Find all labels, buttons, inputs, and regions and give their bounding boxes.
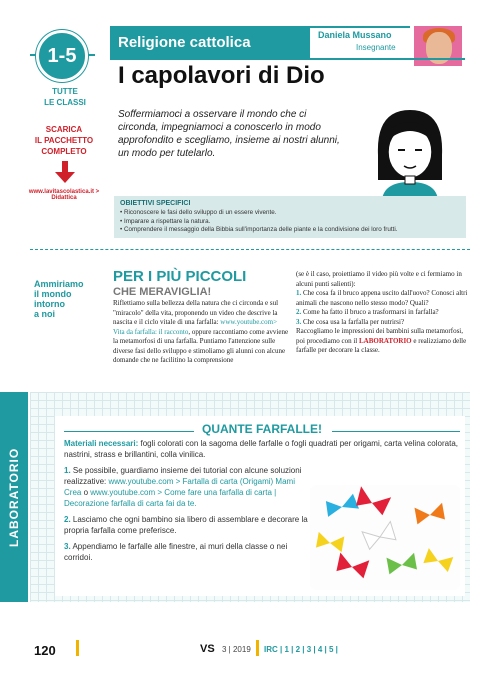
author-name: Daniela Mussano [318,30,392,40]
butterfly-icon [316,532,344,552]
question-text: Che cosa fa il bruco appena uscito dall'uovo? Conosci altri animali che nascono nello stesso modo? Quali? [296,289,468,307]
all-classes-line-1: TUTTE [52,87,78,96]
step-text: Appendiamo le farfalle alle finestre, ai muri della classe o nei corridoi. [64,542,288,562]
girl-illustration [360,100,460,200]
author-photo [412,24,464,68]
question-number: 3. [296,317,302,326]
col2-text-b: Raccogliamo le impressioni dei bambini sulla metamorfosi, poi procediamo con il [296,327,463,345]
col2-text-c: e realizziamo delle farfalle per decorare la classe. [296,336,467,354]
side-label-line: Ammiriamo [34,279,84,289]
side-label-line: intorno [34,299,65,309]
all-classes-label [30,86,100,108]
lab-tab-label: LABORATORIO [7,447,21,547]
page-number: 120 [34,643,56,658]
lab-step [64,465,309,509]
lab-title-rule [332,431,460,432]
col1-text-a: Riflettiamo sulla bellezza della natura che ci circonda e sul "miracolo" della vita, proponendo un video che descrive la nascita e il ciclo vitale di una farfalla: [113,299,279,326]
step-number: 3. [64,542,71,551]
col1-text-b: , oppure raccontiamo come avviene la metamorfosi di una farfalla. Puntiamo l'attenzione sulle diverse fasi dello sviluppo e stimoliamo gli alunni con alcune domande che ne facilitino la comprensione [113,327,289,364]
intro-text: Soffermiamoci a osservare il mondo che ci circonda, impegniamoci a conoscerlo in modo approfondito e scegliamo, insieme ai nostri alunni, un modo per tutelarlo. [118,109,340,159]
tutorial-link-2[interactable]: www.youtube.com > Come fare una farfalla di carta | Decorazione farfalla di carta fai da te. [64,488,277,508]
download-line-3: COMPLETO [41,147,87,156]
objective-item: • Comprendere il messaggio della Bibbia sull'importanza delle piante e la condivisione dei loro frutti. [120,226,398,233]
section-column-2 [296,270,471,356]
download-package-link[interactable] [24,124,104,157]
butterfly-icon [335,552,369,578]
side-label-line: a noi [34,309,56,319]
author-role: Insegnante [356,43,396,52]
butterfly-icon [324,493,359,517]
step-number: 2. [64,515,71,524]
side-label-line: il mondo [34,289,72,299]
footer-bar [76,640,79,656]
issue-number: 3 | 2019 [222,645,251,654]
question-text: Che cosa usa la farfalla per nutrirsi? [301,317,405,326]
section-heading: PER I PIÙ PICCOLI [113,268,247,285]
subject-title: Religione cattolica [118,34,251,51]
website-link[interactable]: www.lavitascolastica.it > Didattica [28,189,100,201]
section-column-1 [113,299,290,366]
butterfly-icon [386,553,417,575]
butterfly-icon [362,522,397,550]
butterflies-photo [310,485,460,590]
all-classes-line-2: LE CLASSI [44,98,86,107]
step-text: o [81,488,91,497]
question-number: 1. [296,289,302,297]
footer-classes: IRC | 1 | 2 | 3 | 4 | 5 | [264,645,338,654]
col2-text-a: (se è il caso, proiettiamo il video più volte e ci fermiamo in alcuni punti salienti): [296,270,462,288]
lab-materials [64,438,464,460]
butterfly-icon [423,548,453,572]
question-number: 2. [296,308,302,316]
section-divider [30,249,470,250]
question-text: Come ha fatto il bruco a trasformarsi in farfalla? [301,308,439,316]
tutorial-link-1[interactable]: www.youtube.com > Fartalla di carta (Origami) Mami Crea [64,477,295,497]
step-text: Lasciamo che ogni bambino sia libero di assemblare e decorare la propria farfalla come preferisce. [64,515,308,535]
magazine-logo: VS [200,643,215,655]
objectives-title: OBIETTIVI SPECIFICI [120,200,191,207]
download-line-1: SCARICA [45,125,83,134]
lab-title: QUANTE FARFALLE! [202,422,322,436]
materials-label: Materiali necessari: [64,439,139,448]
lab-steps [64,465,309,568]
butterfly-icon [354,486,391,516]
download-line-2: IL PACCHETTO [34,136,94,145]
page-title: I capolavori di Dio [118,62,325,89]
download-arrow-icon[interactable] [52,160,78,186]
butterfly-icon [414,503,445,525]
section-subheading: CHE MERAVIGLIA! [113,286,212,298]
class-badge: 1-5 [36,30,88,82]
objective-item: • Riconoscere le fasi dello sviluppo di un essere vivente. [120,209,277,216]
title-rule [110,58,465,60]
lab-step [64,514,309,536]
footer-bar [256,640,259,656]
materials-text: fogli colorati con la sagoma delle farfalle o fogli quadrati per origami, carta velina colorata, nastrini, strass e brillantini, colla vinilica. [64,439,458,459]
objective-item: • Imparare a rispettare la natura. [120,217,211,225]
section-side-label [34,279,104,319]
lab-title-rule [64,431,194,432]
step-number: 1. [64,466,71,475]
lab-step [64,541,309,563]
step-text: Se possibile, guardiamo insieme dei tutorial con alcune soluzioni realizzative: [64,466,302,486]
objectives-box [114,196,466,238]
video-link[interactable]: www.youtube.com> Vita da farfalla: il racconto [113,318,278,336]
lab-reference: LABORATORIO [358,336,412,345]
